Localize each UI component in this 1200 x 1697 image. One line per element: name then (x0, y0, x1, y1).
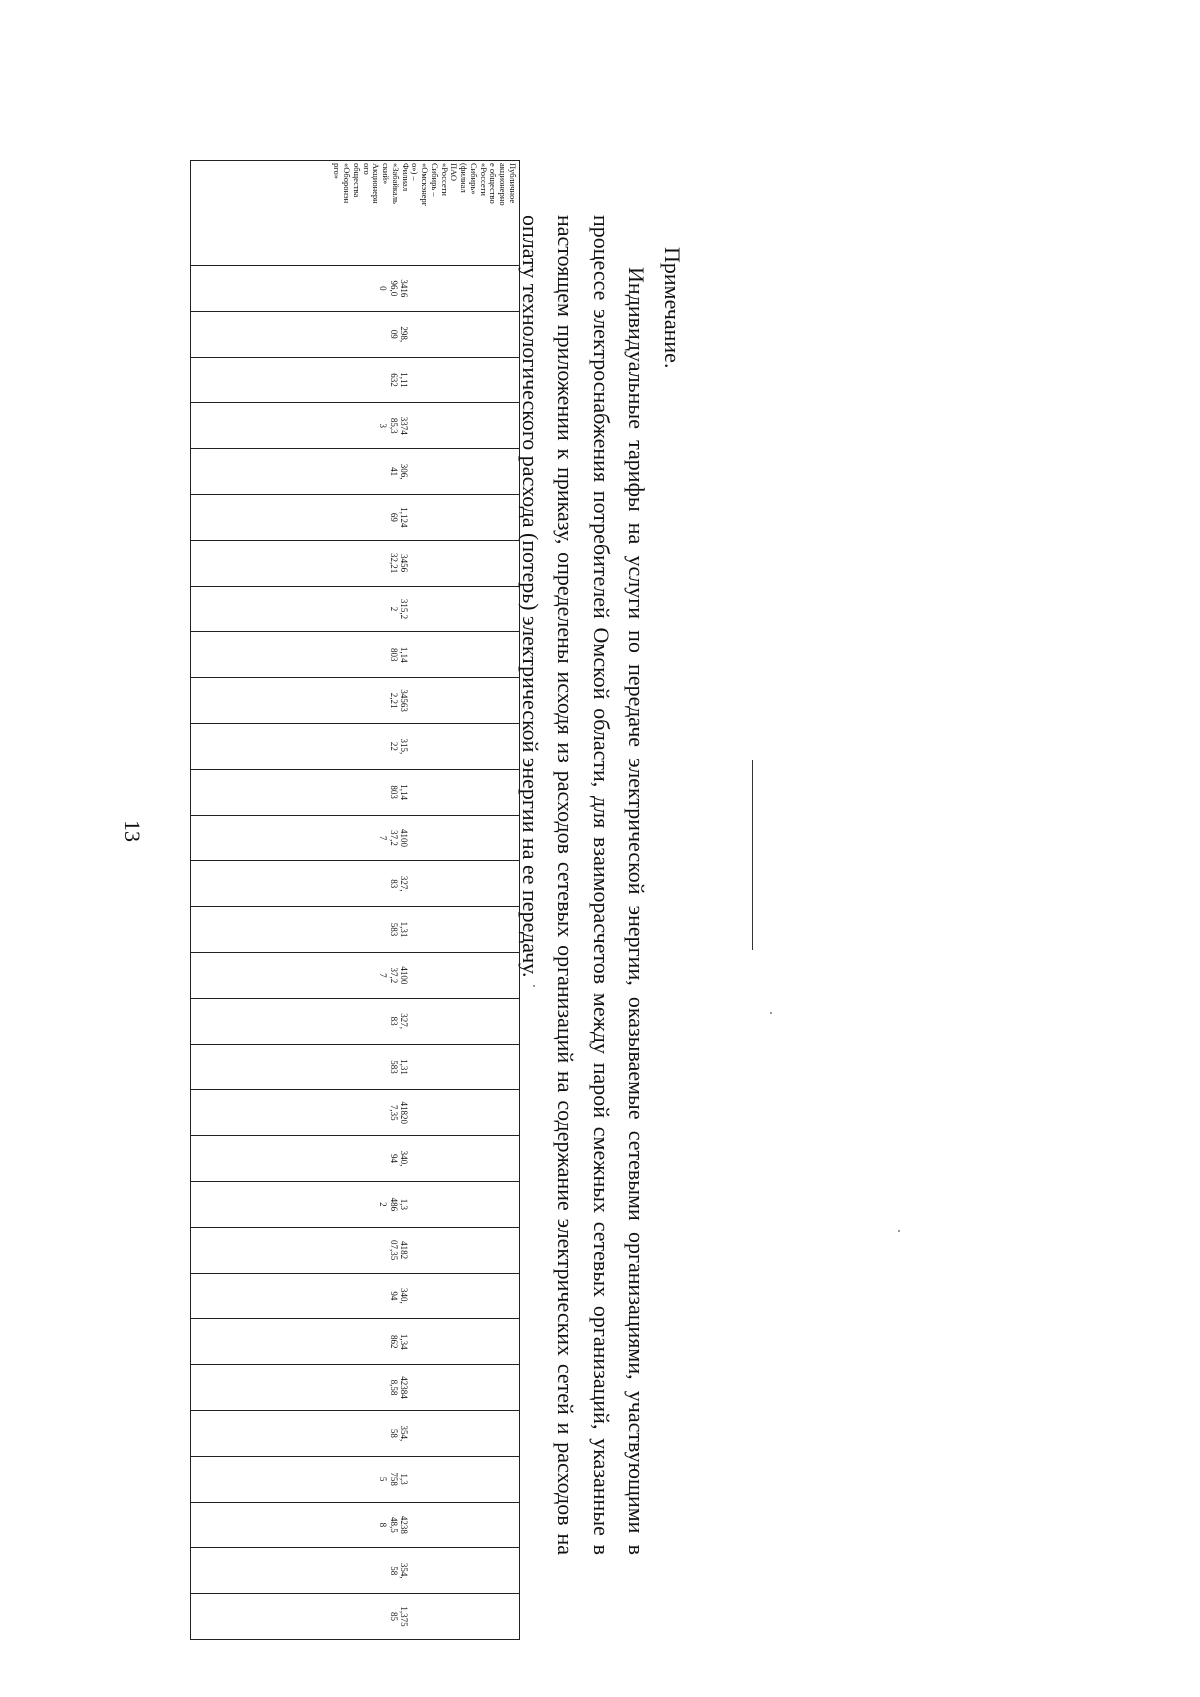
value-line: 583 (388, 1060, 399, 1074)
cell-value (388, 678, 519, 723)
value-line: 41 (388, 467, 399, 477)
value-line: 306, (399, 463, 409, 480)
value-line: 2,21 (388, 692, 399, 709)
value-cell (191, 723, 520, 769)
value-line: 340, (399, 1150, 409, 1167)
organization-line: рго» (332, 163, 343, 180)
cell-value (378, 266, 519, 311)
value-line: 3374 (399, 416, 409, 435)
cell-value (388, 1594, 519, 1639)
value-line: 1,31 (399, 921, 409, 938)
organization-line: ПАО (449, 163, 460, 181)
cell-value (388, 1090, 519, 1135)
value-cell (191, 403, 520, 449)
value-cell (191, 1456, 520, 1502)
value-cell (191, 998, 520, 1044)
value-cell (191, 1548, 520, 1594)
scan-speck (770, 1012, 772, 1014)
cell-value (388, 724, 519, 769)
scan-speck (533, 985, 535, 987)
cell-value (388, 632, 519, 677)
value-line: 862 (388, 1334, 399, 1349)
page-number: 13 (120, 820, 145, 842)
cell-value (388, 770, 519, 815)
organization-line: ого (361, 163, 372, 175)
cell-value (388, 1365, 519, 1410)
value-cell (191, 449, 520, 495)
organization-line: (филиал (459, 163, 470, 193)
value-line: 34563 (399, 689, 409, 712)
value-line: 1,31 (399, 1059, 409, 1075)
value-line: 354, (399, 1562, 409, 1579)
value-line: 7 (378, 973, 389, 978)
cell-value (388, 1411, 519, 1456)
value-line: 632 (388, 373, 399, 387)
organization-line: Акционерн (371, 163, 382, 204)
note-block (513, 215, 691, 1555)
value-line: 298, (399, 326, 409, 343)
value-line: 340, (399, 1288, 409, 1304)
value-line: 42384 (399, 1376, 409, 1399)
organization-line: Сибирь – (429, 163, 440, 197)
value-line: 5 (378, 1476, 389, 1482)
value-line: 1,375 (399, 1606, 409, 1627)
value-line: 1,11 (399, 372, 409, 388)
organization-line: «Забайкаль (390, 163, 401, 204)
value-cell (191, 1136, 520, 1182)
cell-value (388, 1548, 519, 1593)
cell-value (388, 587, 519, 632)
cell-value (388, 449, 519, 494)
value-cell (191, 1181, 520, 1227)
value-line: 2 (388, 606, 399, 612)
value-line: 803 (388, 785, 399, 799)
cell-value (388, 541, 519, 586)
value-line: 4238 (399, 1515, 409, 1534)
value-line: 7,35 (388, 1104, 399, 1121)
value-line: 486 (388, 1197, 399, 1212)
value-line: 85,3 (388, 417, 399, 434)
value-line: 37,2 (388, 830, 399, 846)
value-line: 83 (388, 879, 399, 889)
value-line: 4182 (399, 1241, 409, 1260)
value-line: 58 (388, 1428, 399, 1438)
organization-line: ский» (381, 163, 392, 185)
note-text: Индивидуальные тарифы на услуги по передаче электрической энергии, оказываемые сетевыми организациями, участвующими в процессе электроснабжения потребителей Омской области, для взаиморасчетов между парой смежных сетевых организаций, указанные в настоящем приложении к приказу, определены исходя из расходов сетевых организаций на содержание электрических сетей и расходов на оплату технологического расхода (потерь) электрической энергии на ее передачу. (518, 215, 650, 1555)
value-cell (191, 586, 520, 632)
value-line: 07,35 (388, 1240, 399, 1261)
organization-line: общества (351, 163, 362, 198)
value-cell (191, 1319, 520, 1365)
cell-value (378, 1503, 519, 1548)
value-line: 1,14 (399, 784, 409, 801)
value-line: 41820 (399, 1101, 409, 1124)
value-line: 327, (399, 875, 409, 892)
organization-cell (191, 161, 520, 266)
organization-name (331, 163, 517, 263)
value-cell (191, 311, 520, 357)
cell-value (388, 1274, 519, 1319)
cell-value (378, 816, 519, 861)
value-line: 7 (378, 835, 389, 841)
value-cell (191, 632, 520, 678)
value-cell (191, 1594, 520, 1640)
cell-value (388, 999, 519, 1044)
value-cell (191, 1365, 520, 1411)
organization-line: о») – (410, 163, 421, 181)
value-cell (191, 815, 520, 861)
value-cell (191, 678, 520, 724)
organization-line: «Россети (478, 163, 489, 196)
value-line: 48,5 (388, 1517, 399, 1533)
organization-line: «Оборонэн (341, 163, 352, 204)
value-line: 354, (399, 1425, 409, 1442)
value-cell (191, 1502, 520, 1548)
value-cell (191, 769, 520, 815)
value-line: 8,58 (388, 1379, 399, 1396)
value-cell (191, 266, 520, 312)
value-cell (191, 1410, 520, 1456)
value-line: 758 (388, 1472, 399, 1486)
value-line: 3 (378, 423, 389, 429)
cell-value (388, 907, 519, 952)
value-line: 315, (399, 738, 409, 755)
value-line: 85 (388, 1612, 399, 1622)
value-cell (191, 1227, 520, 1273)
cell-value (378, 1182, 519, 1227)
value-line: 315,2 (399, 598, 409, 620)
organization-line: «Омскэнерг (420, 163, 431, 207)
value-line: 327, (399, 1013, 409, 1030)
value-cell (191, 907, 520, 953)
value-cell (191, 952, 520, 998)
cell-value (388, 312, 519, 357)
organization-line: Публичное (508, 163, 518, 204)
cell-value (378, 953, 519, 998)
scan-speck (898, 1230, 900, 1232)
value-line: 2 (378, 1202, 389, 1207)
value-line: 94 (388, 1291, 399, 1301)
value-line: 583 (388, 922, 399, 937)
value-line: 8 (378, 1522, 389, 1528)
value-line: 803 (388, 648, 399, 662)
value-cell (191, 494, 520, 540)
value-line: 32,21 (388, 553, 399, 574)
value-cell (191, 861, 520, 907)
value-line: 1,3 (399, 1473, 409, 1485)
value-line: 09 (388, 329, 399, 339)
cell-value (388, 1045, 519, 1090)
value-line: 4100 (399, 966, 409, 985)
organization-line: акционерно (498, 163, 509, 206)
cell-value (388, 1136, 519, 1181)
value-cell (191, 1090, 520, 1136)
cell-value (388, 358, 519, 403)
value-line: 1,34 (399, 1333, 409, 1350)
cell-value (378, 403, 519, 448)
value-line: 58 (388, 1566, 399, 1576)
cell-value (388, 861, 519, 906)
cell-value (388, 495, 519, 540)
value-line: 3456 (399, 554, 409, 573)
value-line: 0 (378, 286, 389, 291)
value-line: 69 (388, 512, 399, 522)
value-line: 96,0 (388, 280, 399, 297)
organization-line: «Россети (439, 163, 450, 196)
cell-value (388, 1228, 519, 1273)
value-line: 1,14 (399, 646, 409, 663)
value-line: 3416 (399, 279, 409, 298)
cell-value (388, 1319, 519, 1364)
end-rule (752, 760, 753, 950)
value-line: 83 (388, 1016, 399, 1026)
value-cell (191, 357, 520, 403)
value-line: 1,124 (399, 507, 409, 528)
value-cell (191, 540, 520, 586)
organization-line: е общество (488, 163, 499, 204)
tariff-table (190, 160, 520, 1640)
organization-line: Сибирь» (468, 163, 479, 195)
value-line: 22 (388, 741, 399, 751)
value-line: 1,3 (399, 1198, 409, 1210)
cell-value (378, 1457, 519, 1502)
value-line: 4100 (399, 828, 409, 847)
organization-line: Филиал (400, 163, 411, 192)
table-row (191, 161, 520, 1640)
value-cell (191, 1044, 520, 1090)
value-cell (191, 1273, 520, 1319)
value-line: 94 (388, 1154, 399, 1164)
note-title: Примечание. (660, 247, 685, 369)
value-line: 37,2 (388, 967, 399, 984)
